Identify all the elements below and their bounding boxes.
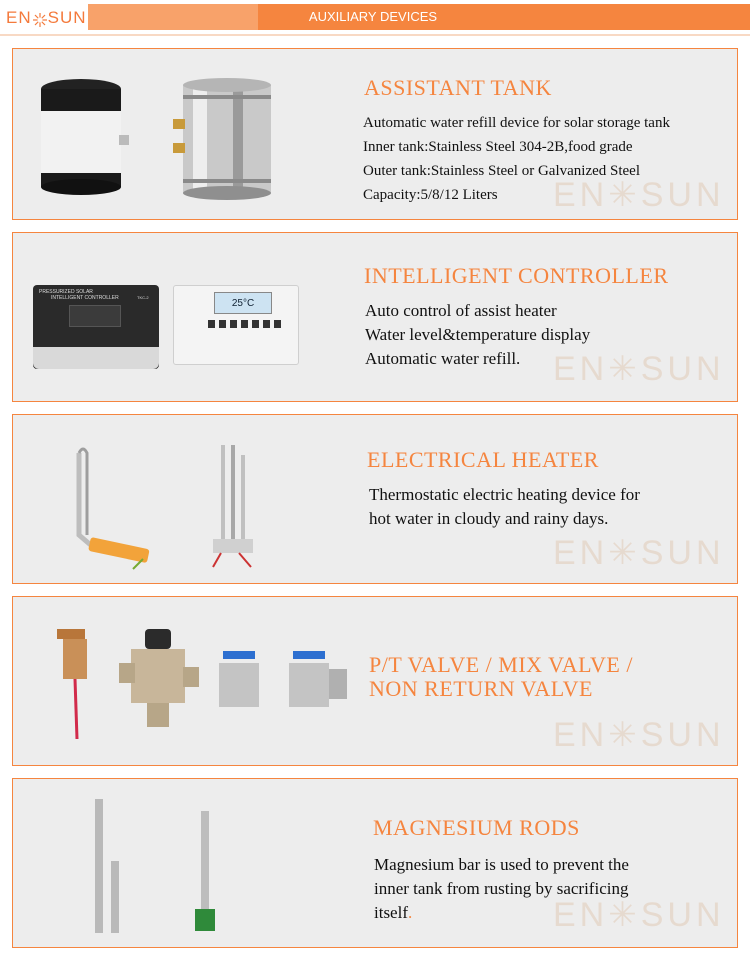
controller-display [214,292,272,314]
description-end-mark: . [408,903,413,922]
watermark-logo: EN✳SUN [553,176,725,214]
description-line: Auto control of assist heater [365,301,557,320]
description-line: Thermostatic electric heating device for [369,485,640,504]
logo-text-right: SUN [47,8,87,27]
description-line: hot water in cloudy and rainy days. [369,509,609,528]
page-title: AUXILIARY DEVICES [308,9,438,24]
watermark-text-right: SUN [640,896,725,934]
description-line: Capacity:5/8/12 Liters [363,187,498,203]
card-title-line: NON RETURN VALVE [369,676,593,701]
watermark-logo: EN✳SUN [553,716,725,754]
watermark-text-right: SUN [640,534,725,572]
card-title-magnesium-rods: MAGNESIUM RODS [373,815,580,840]
watermark-text-left: EN [553,350,609,388]
watermark-text-right: SUN [640,176,725,214]
watermark-text-left: EN [553,716,609,754]
card-magnesium-rods [12,778,738,948]
controller-panel-title: PRESSURIZED SOLAR [39,289,93,295]
watermark-text-left: EN [553,176,609,214]
controller-panel-sub: INTELLIGENT CONTROLLER [51,295,119,301]
description-line: Magnesium bar is used to prevent the [374,855,629,874]
description-line-text: itself [374,903,408,922]
page-header [0,0,750,36]
watermark-logo: EN✳SUN [553,896,725,934]
card-valves [12,596,738,766]
magnesium-rods-image [83,795,243,939]
watermark-text-right: SUN [640,350,725,388]
description-line: inner tank from rusting by sacrificing [374,879,629,898]
controller-lcd [69,305,121,327]
valves-image [53,623,363,745]
sun-icon [33,13,47,27]
card-electrical-heater [12,414,738,584]
watermark-text-left: EN [553,534,609,572]
card-assistant-tank [12,48,738,220]
watermark-text-left: EN [553,896,609,934]
watermark-text-right: SUN [640,716,725,754]
description-line: Automatic water refill. [365,349,521,368]
controller-unit-white [173,285,299,365]
controller-unit-black [33,285,159,369]
card-title-electrical-heater: ELECTRICAL HEATER [367,447,599,472]
controller-display-text: 25°C [231,298,255,309]
header-bar-highlight [88,4,258,30]
watermark-logo: EN✳SUN [553,350,725,388]
card-title-line: P/T VALVE / MIX VALVE / [369,652,633,677]
assistant-tank-image [33,75,283,203]
description-line: Automatic water refill device for solar storage tank [363,115,670,131]
brand-logo [0,0,88,36]
description-line: Inner tank:Stainless Steel 304-2B,food grade [363,139,633,155]
controller-button-row [208,320,282,328]
electrical-heater-image [63,435,263,575]
card-title-intelligent-controller: INTELLIGENT CONTROLLER [364,263,669,288]
description-line: Water level&temperature display [365,325,591,344]
header-divider [0,34,750,36]
card-description-electrical-heater [369,483,640,531]
controller-bottom-trim [33,347,159,369]
controller-model: TKC-2 [137,295,149,300]
logo-text-left: EN [6,8,32,27]
controller-image [33,285,323,369]
card-intelligent-controller [12,232,738,402]
card-title-assistant-tank: ASSISTANT TANK [364,75,552,100]
watermark-logo: EN✳SUN [553,534,725,572]
description-line: Outer tank:Stainless Steel or Galvanized Steel [363,163,641,179]
card-title-valves [369,653,633,701]
